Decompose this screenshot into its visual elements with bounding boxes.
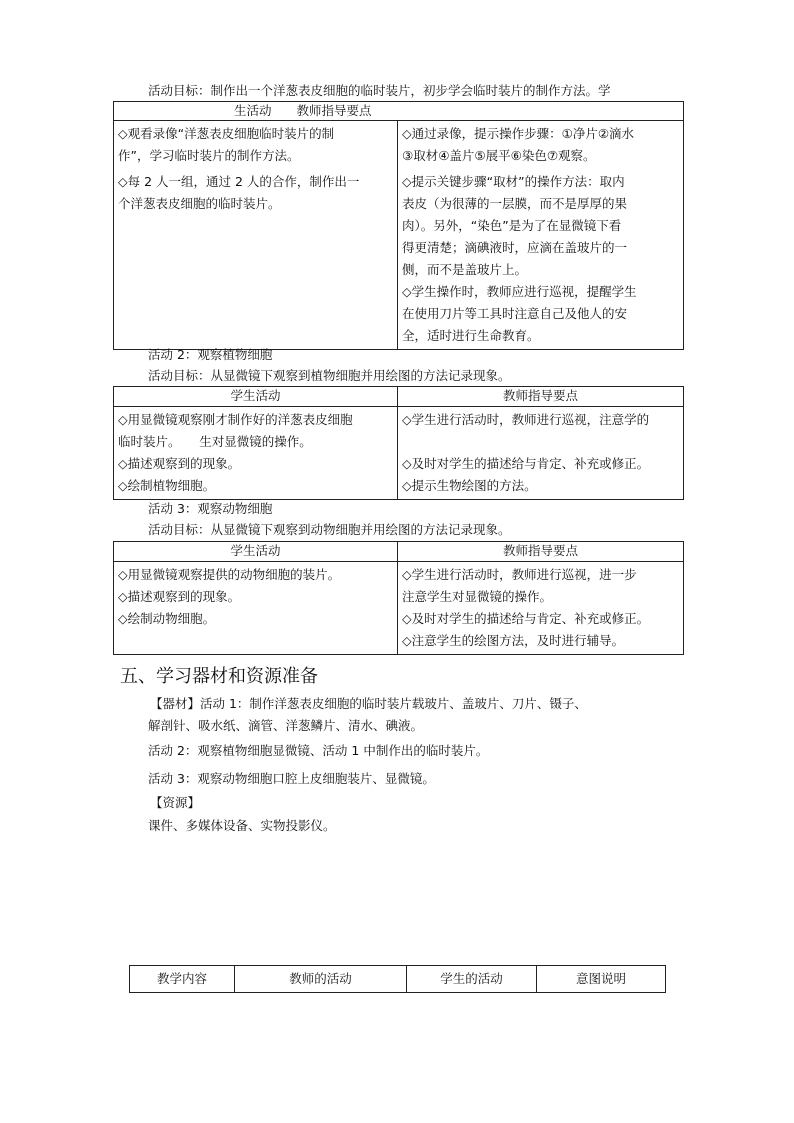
activity1-student-line: ◇观看录像“洋葱表皮细胞临时装片的制 xyxy=(118,126,335,141)
activity2-teacher-cell xyxy=(398,407,684,500)
activity2-teacher-line: ◇学生进行活动时，教师进行巡视，注意学的 xyxy=(402,412,650,427)
lesson-header-student: 学生的活动 xyxy=(407,966,537,993)
activity1-goal: 活动目标：制作出一个洋葱表皮细胞的临时装片，初步学会临时装片的制作方法。学 xyxy=(148,83,611,98)
activity1-teacher-line: 在使用刀片等工具时注意自己及他人的安 xyxy=(402,306,628,321)
activity3-teacher-line: ◇及时对学生的描述给与肯定、补充或修正。 xyxy=(402,611,650,626)
activity2-goal: 活动目标：从显微镜下观察到植物细胞并用绘图的方法记录现象。 xyxy=(148,368,511,383)
activity2-title: 活动 2：观察植物细胞 xyxy=(148,347,273,362)
activity1-header-text: 生活动 教师指导要点 xyxy=(234,103,372,118)
activity1-teacher-line: ◇通过录像，提示操作步骤：①净片②滴水 xyxy=(402,126,635,141)
activity3-teacher-cell xyxy=(398,562,684,655)
resource-text: 课件、多媒体设备、实物投影仪。 xyxy=(148,818,336,833)
resource-label: 【资源】 xyxy=(150,795,201,810)
activity3-teacher-line: ◇注意学生的绘图方法，及时进行辅导。 xyxy=(402,633,625,648)
activity2-header-student: 学生活动 xyxy=(114,387,398,407)
activity3-header-teacher: 教师指导要点 xyxy=(398,542,684,562)
lesson-plan-table xyxy=(129,965,666,993)
activity2-student-line: ◇绘制植物细胞。 xyxy=(118,478,216,493)
activity3-title: 活动 3：观察动物细胞 xyxy=(148,501,273,516)
activity2-header-teacher: 教师指导要点 xyxy=(398,387,684,407)
activity1-teacher-cell xyxy=(398,121,684,350)
activity2-student-cell xyxy=(114,407,398,500)
activity3-table xyxy=(113,541,684,655)
section5-heading: 五、学习器材和资源准备 xyxy=(120,666,318,687)
activity2-student-line: ◇用显微镜观察刚才制作好的洋葱表皮细胞 xyxy=(118,412,353,427)
lesson-header-intent: 意图说明 xyxy=(537,966,666,993)
equipment-line-1: 【器材】活动 1：制作洋葱表皮细胞的临时装片载玻片、盖玻片、刀片、镊子、 xyxy=(150,696,587,711)
activity1-student-line: 作”，学习临时装片的制作方法。 xyxy=(118,148,300,163)
activity1-teacher-line: 全，适时进行生命教育。 xyxy=(402,328,540,343)
activity1-student-cell xyxy=(114,121,398,350)
activity1-teacher-line: 表皮（为很薄的一层膜，而不是厚厚的果 xyxy=(402,196,628,211)
lesson-header-teacher: 教师的活动 xyxy=(235,966,407,993)
activity1-teacher-line: ◇提示关键步骤“取材”的操作方法：取内 xyxy=(402,174,625,189)
activity1-student-line: ◇每 2 人一组，通过 2 人的合作，制作出一 xyxy=(118,174,360,189)
activity1-table-header xyxy=(114,102,684,121)
activity3-student-line: ◇绘制动物细胞。 xyxy=(118,611,216,626)
activity2-teacher-line: ◇及时对学生的描述给与肯定、补充或修正。 xyxy=(402,456,650,471)
activity3-student-line: ◇描述观察到的现象。 xyxy=(118,589,241,604)
activity1-teacher-line: 得更清楚；滴碘液时，应滴在盖玻片的一 xyxy=(402,240,628,255)
activity2-table xyxy=(113,386,684,500)
activity3-header-student: 学生活动 xyxy=(114,542,398,562)
activity1-teacher-line: ◇学生操作时，教师应进行巡视，提醒学生 xyxy=(402,284,637,299)
lesson-header-content: 教学内容 xyxy=(130,966,235,993)
activity1-student-line: 个洋葱表皮细胞的临时装片。 xyxy=(118,196,281,211)
activity3-student-cell xyxy=(114,562,398,655)
activity3-student-line: ◇用显微镜观察提供的动物细胞的装片。 xyxy=(118,567,341,582)
activity3-goal: 活动目标：从显微镜下观察到动物细胞并用绘图的方法记录现象。 xyxy=(148,522,511,537)
activity2-student-line: 临时装片。 生对显微镜的操作。 xyxy=(118,434,312,449)
equipment-line-3: 活动 2：观察植物细胞显微镜、活动 1 中制作出的临时装片。 xyxy=(148,743,489,758)
equipment-line-2: 解剖针、吸水纸、滴管、洋葱鳞片、清水、碘液。 xyxy=(148,718,424,733)
activity3-teacher-line: 注意学生对显微镜的操作。 xyxy=(402,589,553,604)
equipment-line-4: 活动 3：观察动物细胞口腔上皮细胞装片、显微镜。 xyxy=(148,771,435,786)
activity3-teacher-line: ◇学生进行活动时，教师进行巡视，进一步 xyxy=(402,567,637,582)
activity2-student-line: ◇描述观察到的现象。 xyxy=(118,456,241,471)
activity1-teacher-line: 侧，而不是盖玻片上。 xyxy=(402,262,528,277)
activity2-teacher-line: ◇提示生物绘图的方法。 xyxy=(402,478,537,493)
activity1-teacher-line: ③取材④盖片⑤展平⑥染色⑦观察。 xyxy=(402,148,596,163)
activity1-table xyxy=(113,101,684,350)
activity1-teacher-line: 肉）。另外，“染色”是为了在显微镜下看 xyxy=(402,218,622,233)
